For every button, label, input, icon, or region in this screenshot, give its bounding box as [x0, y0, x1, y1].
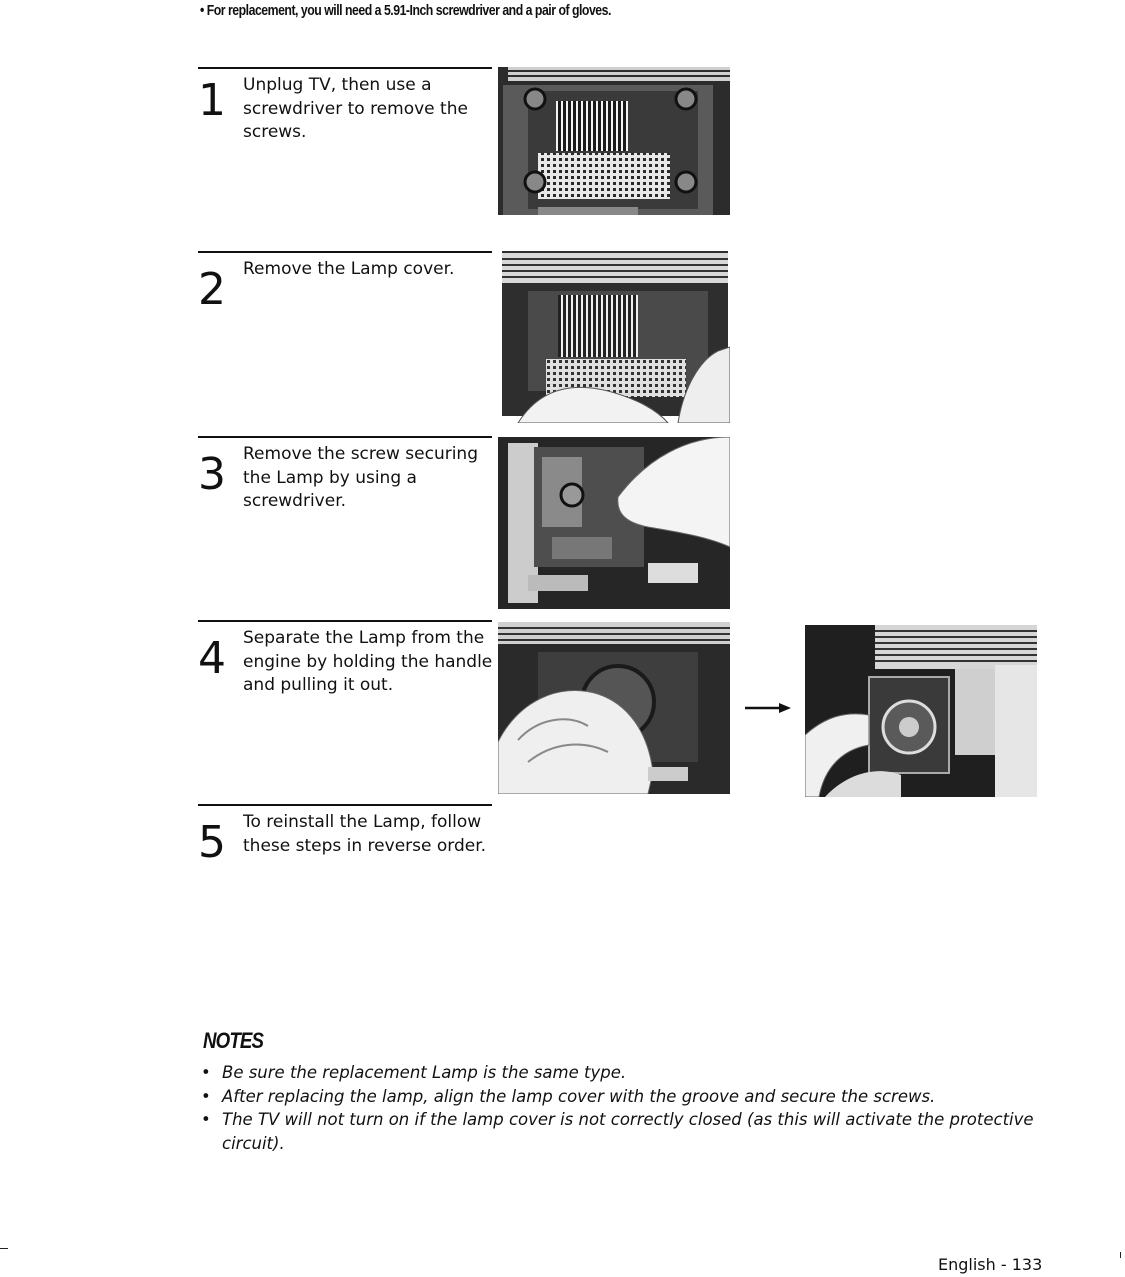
step-3 — [198, 436, 492, 586]
intro-text: • For replacement, you will need a 5.91-Inch screwdriver and a pair of gloves. — [200, 2, 611, 19]
step-number: 1 — [198, 75, 226, 126]
step-number: 2 — [198, 264, 226, 315]
step-2 — [198, 251, 492, 401]
step-instruction: Remove the Lamp cover. — [243, 259, 455, 279]
photo-remove-lamp-screw — [498, 437, 730, 609]
step-number: 5 — [198, 817, 226, 868]
step-4 — [198, 620, 492, 800]
step-divider — [198, 436, 492, 438]
page-number: English - 133 — [938, 1255, 1043, 1274]
photo-pull-lamp-handle — [498, 622, 730, 794]
note-item: • Be sure the replacement Lamp is the same type. — [200, 1061, 1060, 1085]
step-1 — [198, 67, 492, 217]
step-divider — [198, 804, 492, 806]
step-5 — [198, 804, 492, 884]
step-divider — [198, 251, 492, 253]
notes-list — [200, 1061, 1060, 1155]
step-instruction: Unplug TV, then use a screwdriver to remove the screws. — [243, 75, 468, 142]
step-instruction: Remove the screw securing the Lamp by using a screwdriver. — [243, 444, 478, 511]
scan-mark — [0, 1248, 8, 1249]
photo-remove-lamp-cover — [498, 251, 730, 423]
step-instruction: Separate the Lamp from the engine by holding the handle and pulling it out. — [243, 628, 493, 695]
note-item: • The TV will not turn on if the lamp cover is not correctly closed (as this will activate the protective circuit). — [200, 1108, 1060, 1155]
notes-heading: NOTES — [203, 1028, 264, 1053]
scan-mark — [1120, 1252, 1121, 1258]
step-divider — [198, 67, 492, 69]
step-divider — [198, 620, 492, 622]
step-instruction: To reinstall the Lamp, follow these steps in reverse order. — [243, 812, 487, 856]
note-item: • After replacing the lamp, align the lamp cover with the groove and secure the screws. — [200, 1085, 1060, 1109]
step-number: 3 — [198, 449, 226, 500]
photo-lamp-removed — [805, 625, 1037, 797]
step-number: 4 — [198, 633, 226, 684]
arrow-right-icon — [745, 700, 791, 716]
photo-lamp-cover-screws — [498, 67, 730, 227]
